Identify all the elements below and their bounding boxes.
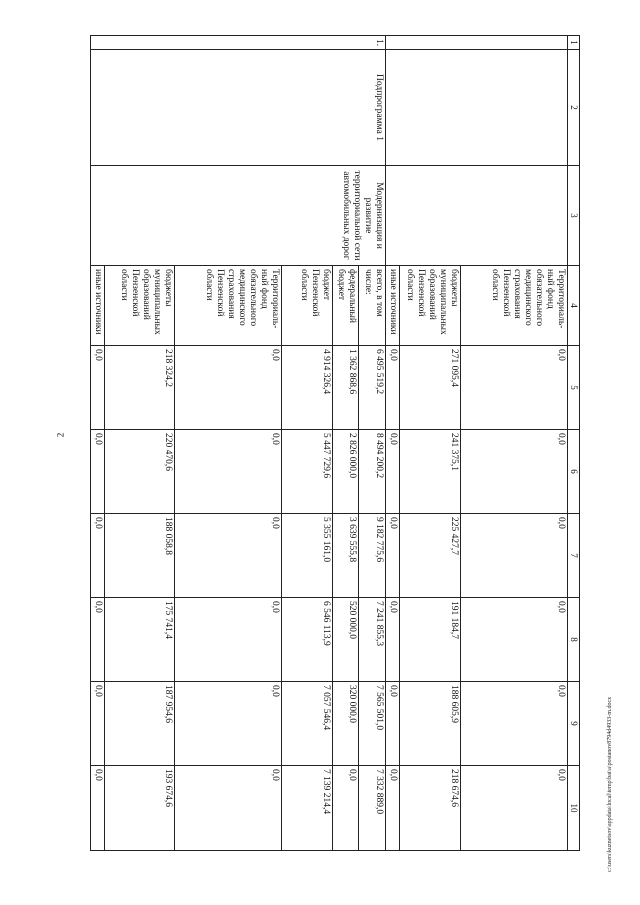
value-cell: 0,0 <box>460 430 567 514</box>
value-cell: 0,0 <box>460 598 567 682</box>
funding-table <box>90 35 580 851</box>
col-header: 4 <box>568 266 580 346</box>
source-cell: иные источники <box>91 266 105 346</box>
value-cell: 0,0 <box>174 598 281 682</box>
source-cell: Территориаль-ный фонд обязательного медицинского страхования Пензенской области <box>460 266 567 346</box>
value-cell: 0,0 <box>174 682 281 766</box>
value-cell: 7 241 855,3 <box>359 598 386 682</box>
value-cell: 0,0 <box>91 766 105 851</box>
value-cell: 0,0 <box>385 346 399 430</box>
col-header: 9 <box>568 682 580 766</box>
col-header: 2 <box>568 50 580 166</box>
value-cell: 9 182 775,6 <box>359 514 386 598</box>
page-number: 2 <box>55 432 66 438</box>
value-cell: 0,0 <box>385 598 399 682</box>
value-cell: 220 470,6 <box>105 430 174 514</box>
value-cell: 6 546 113,9 <box>281 598 332 682</box>
value-cell: 0,0 <box>174 514 281 598</box>
value-cell: 0,0 <box>385 766 399 851</box>
value-cell: 187 954,6 <box>105 682 174 766</box>
value-cell: 0,0 <box>460 682 567 766</box>
value-cell: 0,0 <box>91 598 105 682</box>
title-cell <box>385 166 567 266</box>
value-cell: 0,0 <box>174 346 281 430</box>
value-cell: 0,0 <box>460 514 567 598</box>
value-cell: 271 095,4 <box>399 346 460 430</box>
col-header: 10 <box>568 766 580 851</box>
value-cell: 520 000,0 <box>332 598 359 682</box>
value-cell: 0,0 <box>91 430 105 514</box>
value-cell: 3 639 555,8 <box>332 514 359 598</box>
value-cell: 6 495 519,2 <box>359 346 386 430</box>
col-header: 5 <box>568 346 580 430</box>
value-cell: 2 826 000,0 <box>332 430 359 514</box>
value-cell: 5 447 729,6 <box>281 430 332 514</box>
source-cell: бюджеты муниципальных образований Пензенской области <box>399 266 460 346</box>
value-cell: 0,0 <box>332 766 359 851</box>
title-cell: Модернизация и развитие территориальной сети автомобильных дорог <box>91 166 386 266</box>
value-cell: 188 058,8 <box>105 514 174 598</box>
source-cell: федеральный бюджет <box>332 266 359 346</box>
col-header: 3 <box>568 166 580 266</box>
value-cell: 193 674,6 <box>105 766 174 851</box>
num-cell <box>385 36 567 50</box>
funding-table-container <box>90 35 580 850</box>
value-cell: 4 914 326,4 <box>281 346 332 430</box>
value-cell: 7 332 889,0 <box>359 766 386 851</box>
source-cell: всего, в том числе: <box>359 266 386 346</box>
value-cell: 0,0 <box>91 514 105 598</box>
value-cell: 0,0 <box>91 346 105 430</box>
col-header: 6 <box>568 430 580 514</box>
value-cell: 7 057 546,4 <box>281 682 332 766</box>
value-cell: 5 355 161,0 <box>281 514 332 598</box>
value-cell: 0,0 <box>174 430 281 514</box>
column-number-row <box>568 36 580 851</box>
source-cell: бюджет Пензенской области <box>281 266 332 346</box>
source-cell: Территориаль-ный фонд обязательного медицинского страхования Пензенской области <box>174 266 281 346</box>
col-header: 7 <box>568 514 580 598</box>
table-row <box>359 36 386 851</box>
value-cell: 188 605,9 <box>399 682 460 766</box>
source-cell: иные источники <box>385 266 399 346</box>
value-cell: 175 741,4 <box>105 598 174 682</box>
value-cell: 0,0 <box>385 682 399 766</box>
value-cell: 241 375,1 <box>399 430 460 514</box>
table-row <box>460 36 567 851</box>
value-cell: 218 324,2 <box>105 346 174 430</box>
value-cell: 7 139 214,4 <box>281 766 332 851</box>
value-cell: 218 674,6 <box>399 766 460 851</box>
value-cell: 191 184,7 <box>399 598 460 682</box>
col-header: 1 <box>568 36 580 50</box>
num-cell: 1. <box>91 36 386 50</box>
source-cell: бюджеты муниципальных образований Пензенской области <box>105 266 174 346</box>
value-cell: 8 494 200,2 <box>359 430 386 514</box>
value-cell: 0,0 <box>174 766 281 851</box>
value-cell: 0,0 <box>460 766 567 851</box>
value-cell: 0,0 <box>91 682 105 766</box>
value-cell: 0,0 <box>385 430 399 514</box>
file-path-footer: c:\users\kuznetsov\appdata\local\temp\bat\a\postanov8794d4933-m.docx <box>607 696 613 872</box>
program-cell <box>385 50 567 166</box>
col-header: 8 <box>568 598 580 682</box>
program-cell: Подпрограмма 1 <box>91 50 386 166</box>
value-cell: 0,0 <box>460 346 567 430</box>
value-cell: 1 362 868,6 <box>332 346 359 430</box>
value-cell: 225 427,7 <box>399 514 460 598</box>
value-cell: 320 000,0 <box>332 682 359 766</box>
value-cell: 0,0 <box>385 514 399 598</box>
value-cell: 7 565 501,0 <box>359 682 386 766</box>
